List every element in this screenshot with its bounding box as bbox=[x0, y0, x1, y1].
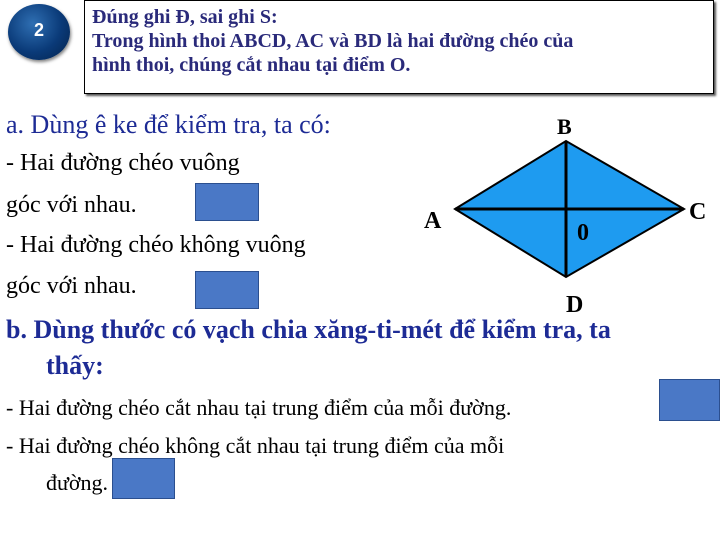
answer-box-b2[interactable] bbox=[112, 458, 175, 499]
part-b-heading-line-1: b. Dùng thước có vạch chia xăng-ti-mét để kiểm tra, ta bbox=[6, 315, 611, 344]
part-b-heading-line-2: thấy: bbox=[46, 351, 104, 380]
center-label-o: 0 bbox=[577, 220, 589, 246]
part-b-option-1: - Hai đường chéo cắt nhau tại trung điểm của mỗi đường. bbox=[6, 395, 512, 420]
answer-box-a2[interactable] bbox=[195, 271, 259, 309]
part-a-option-1-line-1: - Hai đường chéo vuông bbox=[6, 150, 240, 176]
question-number: 2 bbox=[33, 20, 44, 40]
answer-box-b1[interactable] bbox=[659, 379, 720, 421]
answer-box-a1[interactable] bbox=[195, 183, 259, 221]
part-a-option-1-line-2: góc với nhau. bbox=[6, 192, 137, 218]
part-a-option-2-line-2: góc với nhau. bbox=[6, 273, 137, 299]
vertex-label-d: D bbox=[566, 292, 584, 318]
vertex-label-c: C bbox=[689, 199, 707, 225]
part-a-option-2-line-1: - Hai đường chéo không vuông bbox=[6, 232, 306, 258]
vertex-label-a: A bbox=[424, 208, 442, 234]
part-b-option-2-line-2: đường. bbox=[46, 470, 109, 495]
instruction-line-1: Đúng ghi Đ, sai ghi S: bbox=[92, 6, 278, 28]
vertex-label-b: B bbox=[557, 114, 572, 139]
part-b-option-2-line-1: - Hai đường chéo không cắt nhau tại trung điểm của mỗi bbox=[6, 433, 505, 458]
instruction-line-3: hình thoi, chúng cắt nhau tại điểm O. bbox=[92, 54, 411, 76]
instruction-line-2: Trong hình thoi ABCD, AC và BD là hai đường chéo của bbox=[92, 30, 574, 52]
part-a-heading: a. Dùng ê ke để kiểm tra, ta có: bbox=[6, 110, 331, 139]
